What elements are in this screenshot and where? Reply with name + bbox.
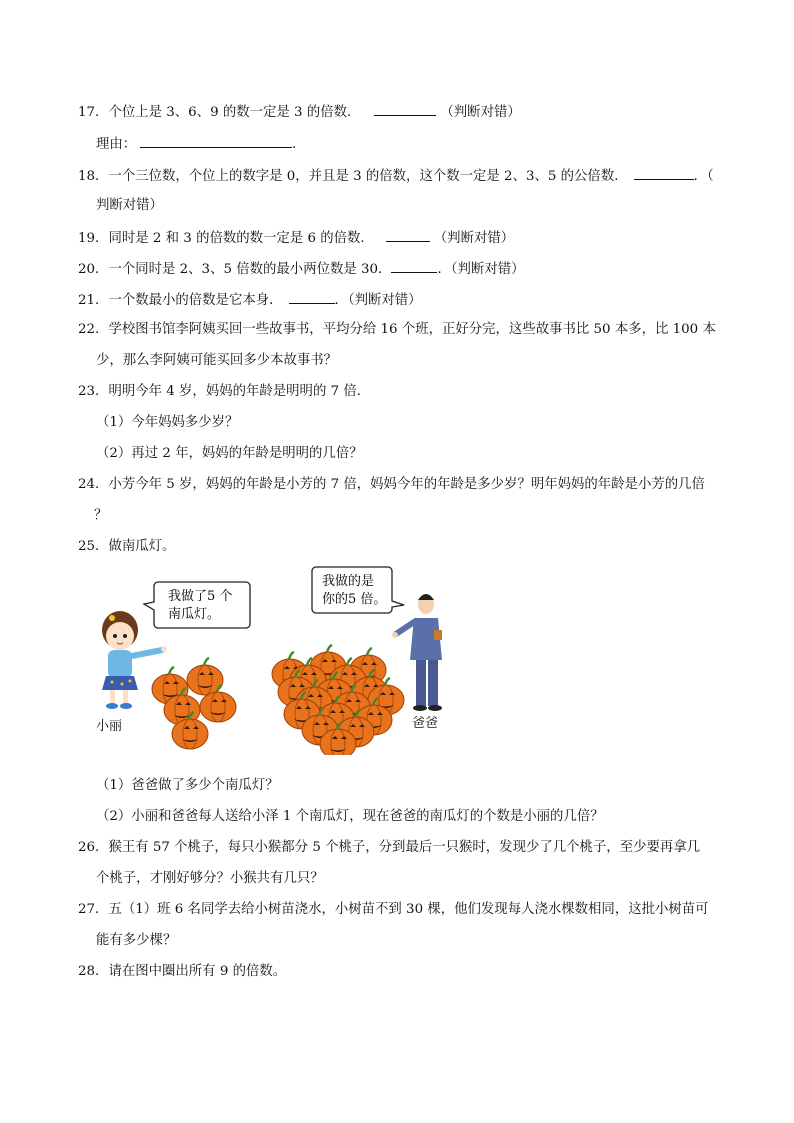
question-26-line2 [96, 870, 324, 888]
question-18-line2 [96, 197, 163, 215]
question-20 [78, 259, 525, 279]
question-24 [78, 476, 705, 494]
question-number: 26． [78, 840, 109, 855]
question-22-line2 [96, 352, 337, 370]
question-19 [78, 228, 514, 248]
question-number: 19． [78, 231, 109, 246]
question-17-reason [96, 134, 306, 154]
question-24-line2 [94, 507, 107, 525]
question-tail: ．（判断对错） [437, 262, 525, 277]
question-text: 学校图书馆李阿姨买回一些故事书，平均分给 16 个班，正好分完，这些故事书比 50 本多，比 100 本 [108, 322, 716, 337]
sub-question: （2）小丽和爸爸每人送给小泽 1 个南瓜灯，现在爸爸的南瓜灯的个数是小丽的几倍？ [96, 809, 604, 824]
answer-blank[interactable] [374, 102, 436, 116]
question-28 [78, 963, 286, 981]
girl-speech-bubble [144, 582, 250, 628]
question-tail: ．（ [693, 169, 714, 184]
question-tail: （判断对错） [433, 231, 515, 246]
question-text: 一个三位数，个位上的数字是 0，并且是 3 的倍数，这个数一定是 2、3、5 的公倍数． [108, 169, 628, 184]
question-number: 28． [78, 964, 109, 979]
question-25-sub1 [96, 777, 279, 795]
bubble-dad-line1: 我做的是 [322, 574, 375, 589]
sub-question: （2）再过 2 年，妈妈的年龄是明明的几倍？ [96, 446, 363, 461]
question-text: 一个数最小的倍数是它本身． [108, 293, 283, 308]
reason-blank[interactable] [140, 134, 292, 148]
girl-name-label: 小丽 [96, 719, 123, 734]
question-26 [78, 839, 700, 857]
dad-speech-bubble [312, 567, 404, 613]
bubble-dad-line2: 你的5 倍。 [322, 592, 387, 607]
answer-blank[interactable] [391, 259, 437, 273]
question-number: 22． [78, 322, 109, 337]
dad-pumpkins [272, 645, 404, 755]
question-text: 个位上是 3、6、9 的数一定是 3 的倍数． [108, 105, 361, 120]
question-25 [78, 538, 175, 556]
question-text: 少，那么李阿姨可能买回多少本故事书？ [96, 353, 338, 368]
question-25-sub2 [96, 808, 604, 826]
question-18 [78, 166, 714, 186]
question-number: 17． [78, 105, 109, 120]
dad-name-label: 爸爸 [412, 716, 439, 731]
answer-blank[interactable] [289, 290, 335, 304]
question-21 [78, 290, 422, 310]
question-text: 请在图中圈出所有 9 的倍数。 [108, 964, 287, 979]
question-number: 23． [78, 384, 109, 399]
question-number: 24． [78, 477, 109, 492]
question-text: 同时是 2 和 3 的倍数的数一定是 6 的倍数． [108, 231, 374, 246]
question-number: 18． [78, 169, 109, 184]
question-text: 一个同时是 2、3、5 倍数的最小两位数是 30． [108, 262, 392, 277]
question-number: 21． [78, 293, 109, 308]
answer-blank[interactable] [634, 166, 694, 180]
question-27 [78, 901, 709, 919]
question-number: 27． [78, 902, 109, 917]
question-23-sub2 [96, 445, 363, 463]
reason-label: 理由： [96, 137, 137, 152]
sub-question: （1）爸爸做了多少个南瓜灯？ [96, 778, 279, 793]
question-text: 明明今年 4 岁，妈妈的年龄是明明的 7 倍． [108, 384, 371, 399]
question-text: 小芳今年 5 岁，妈妈的年龄是小芳的 7 倍，妈妈今年的年龄是多少岁？明年妈妈的年龄是小芳的几倍 [108, 477, 705, 492]
question-text: 做南瓜灯。 [108, 539, 176, 554]
girl-pumpkins [152, 658, 236, 749]
question-number: 25． [78, 539, 109, 554]
question-text: 能有多少棵？ [96, 933, 177, 948]
bubble-girl-line1: 我做了5 个 [168, 589, 233, 604]
question-number: 20． [78, 262, 109, 277]
answer-blank[interactable] [386, 228, 430, 242]
bubble-girl-line2: 南瓜灯。 [168, 607, 221, 622]
sub-question: （1）今年妈妈多少岁？ [96, 415, 239, 430]
question-text: 判断对错） [96, 198, 163, 213]
reason-end: ． [292, 137, 306, 152]
question-17 [78, 102, 521, 122]
question-27-line2 [96, 932, 176, 950]
question-tail: （判断对错） [440, 105, 521, 120]
question-text: 猴王有 57 个桃子，每只小猴都分 5 个桃子，分到最后一只猴时，发现少了几个桃子，至少要再拿几 [108, 840, 701, 855]
question-text: 个桃子，才刚好够分？小猴共有几只？ [96, 871, 324, 886]
question-tail: ．（判断对错） [334, 293, 422, 308]
question-22 [78, 321, 716, 339]
question-text: ？ [94, 508, 108, 523]
question-23-sub1 [96, 414, 238, 432]
question-23 [78, 383, 370, 401]
question-text: 五（1）班 6 名同学去给小树苗浇水，小树苗不到 30 棵，他们发现每人浇水棵数相同，这批小树苗可 [108, 902, 709, 917]
